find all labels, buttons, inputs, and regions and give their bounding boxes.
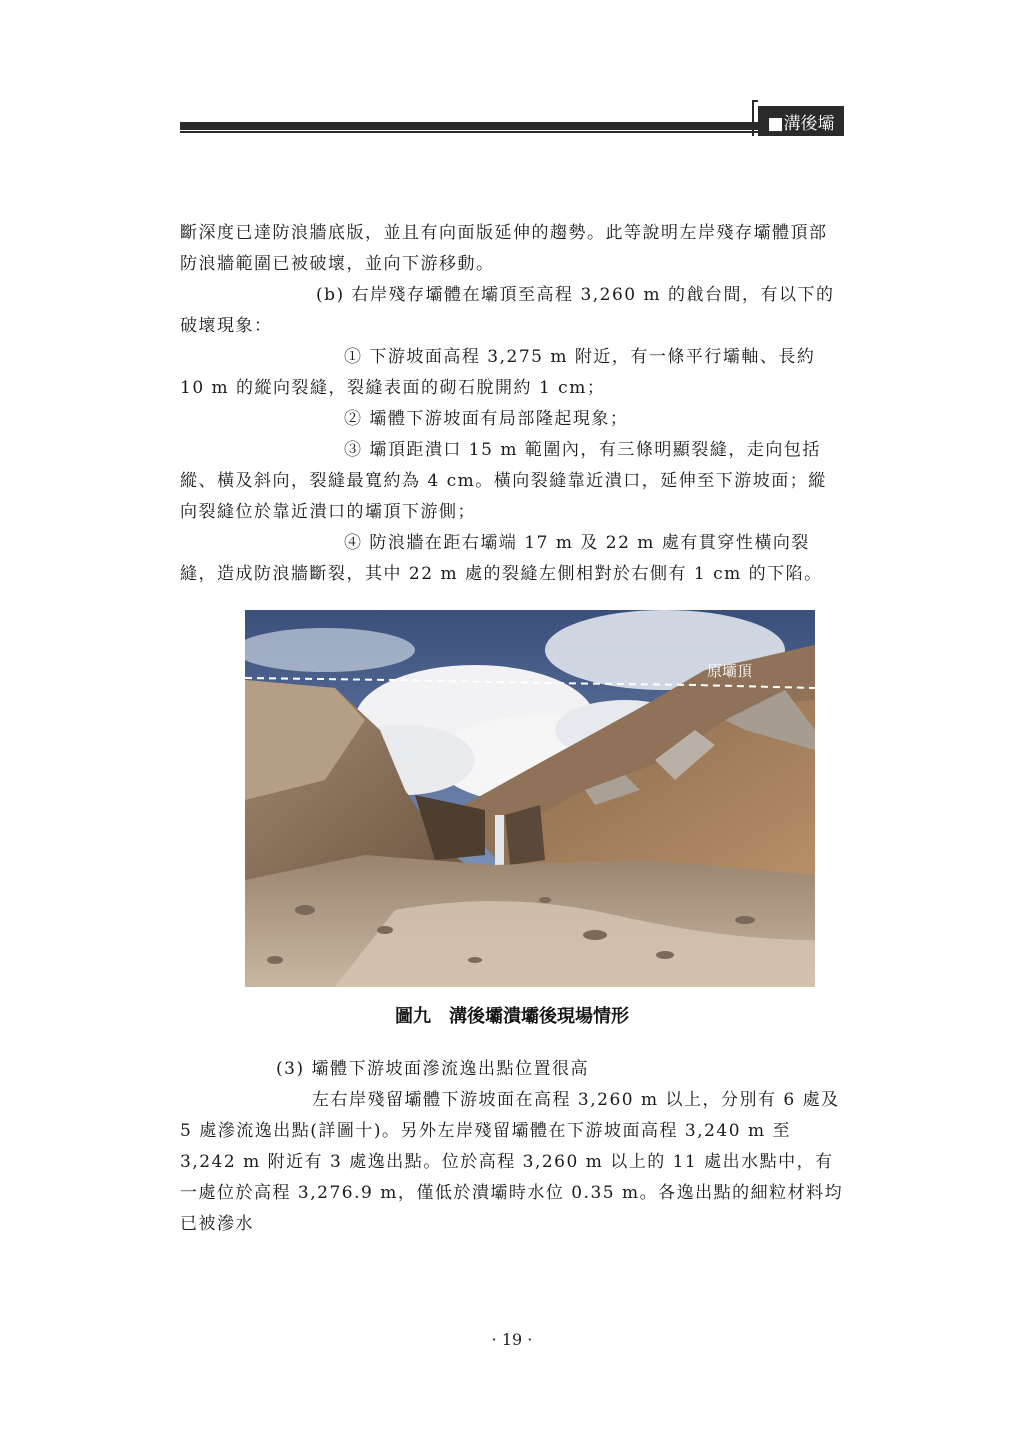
- paragraph: 左右岸殘留壩體下游坡面在高程 3,260 m 以上，分別有 6 處及 5 處滲流逸出點(詳圖十)。另外左岸殘留壩體在下游坡面高程 3,240 m 至 3,242 m 附近有 3 處逸出點。位於高程 3,260 m 以上的 11 處出水點中，有一處位於高程 3,276.9 m，僅低於潰壩時水位 0.35 m。各逸出點的細粒材料均已被滲水: [180, 1090, 844, 1234]
- body-text-bottom: [180, 1054, 844, 1240]
- header-rule: [180, 122, 758, 130]
- list-item: ④ 防浪牆在距右壩端 17 m 及 22 m 處有貫穿性橫向裂縫，造成防浪牆斷裂，其中 22 m 處的裂縫左側相對於右側有 1 cm 的下陷。: [180, 533, 823, 584]
- dam-failure-photo: [245, 610, 815, 987]
- figure-caption: 圖九 溝後壩潰壩後現場情形: [395, 1006, 629, 1027]
- header-rule-thin: [180, 131, 758, 133]
- chapter-tag: ■溝後壩: [758, 106, 844, 136]
- original-crest-label: 原壩頂: [707, 662, 753, 680]
- list-item: ① 下游坡面高程 3,275 m 附近，有一條平行壩軸、長約 10 m 的縱向裂縫，裂縫表面的砌石脫開約 1 cm；: [180, 347, 816, 398]
- paragraph: (b) 右岸殘存壩體在壩頂至高程 3,260 m 的戧台間，有以下的破壞現象：: [180, 285, 835, 336]
- body-text-top: [180, 218, 844, 590]
- paragraph: 斷深度已達防浪牆底版，並且有向面版延伸的趨勢。此等說明左岸殘存壩體頂部防浪牆範圍已被破壞，並向下游移動。: [180, 223, 828, 274]
- list-item: ② 壩體下游坡面有局部隆起現象；: [344, 409, 629, 429]
- section-heading: (3) 壩體下游坡面滲流逸出點位置很高: [276, 1059, 589, 1079]
- list-item: ③ 壩頂距潰口 15 m 範圍內，有三條明顯裂縫，走向包括縱、橫及斜向，裂縫最寬約為 4 cm。橫向裂縫靠近潰口，延伸至下游坡面；縱向裂縫位於靠近潰口的壩頂下游側；: [180, 440, 827, 522]
- page-number: · 19 ·: [491, 1330, 533, 1349]
